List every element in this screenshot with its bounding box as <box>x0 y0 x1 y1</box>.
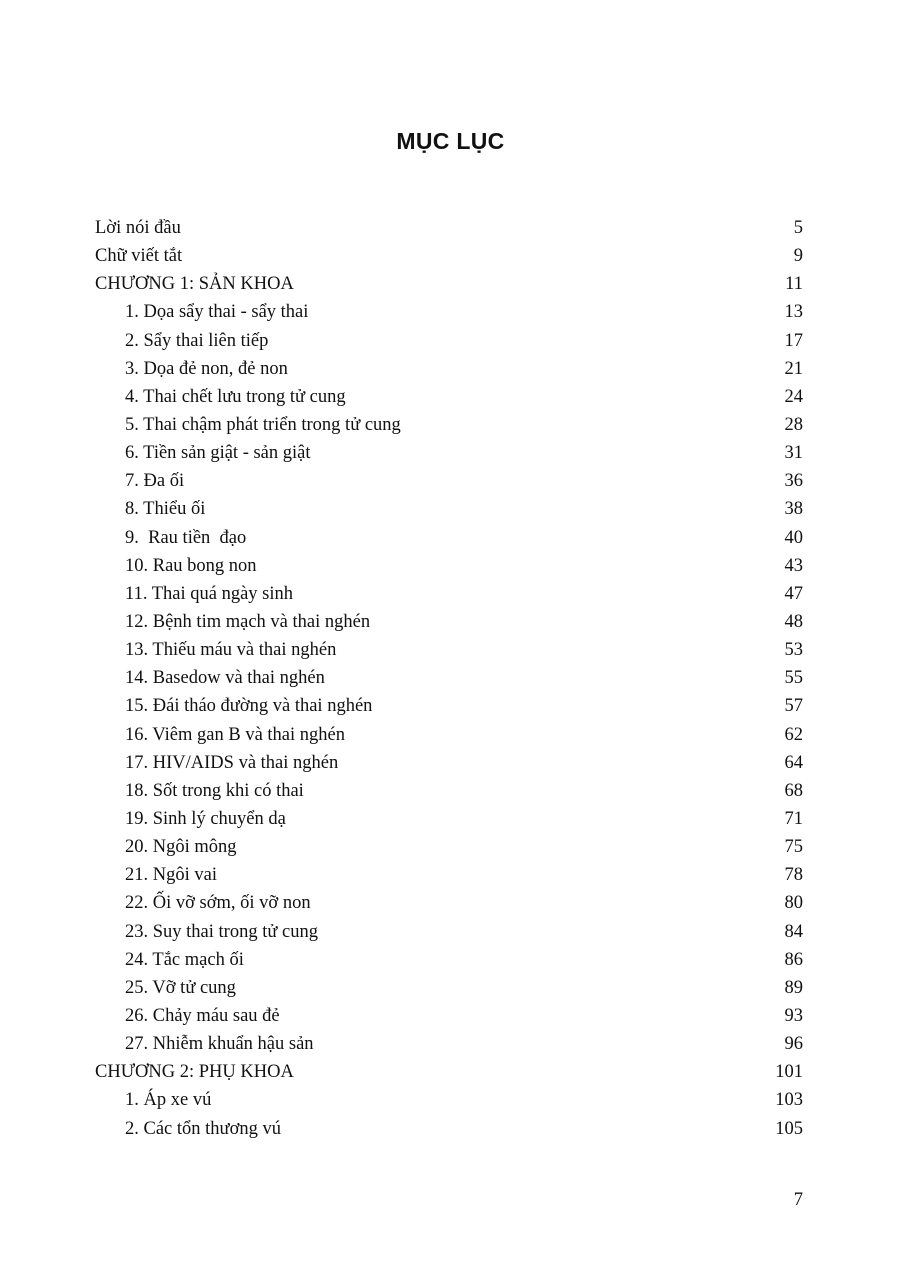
toc-entry <box>95 918 803 946</box>
toc-entry <box>95 467 803 495</box>
toc-entry <box>95 1002 803 1030</box>
toc-entry-label: 1. Áp xe vú <box>125 1090 212 1111</box>
page-number: 7 <box>793 1190 803 1210</box>
toc-entry-label: 24. Tắc mạch ối <box>125 949 244 970</box>
toc-entry <box>95 552 803 580</box>
toc-entry-page: 53 <box>784 640 803 661</box>
toc-entry-page: 17 <box>784 330 803 351</box>
toc-entry-page: 71 <box>784 808 803 829</box>
toc-entry <box>95 833 803 861</box>
toc-entry-label: 3. Dọa đẻ non, đẻ non <box>125 358 288 379</box>
toc-entry-label: 22. Ối vỡ sớm, ối vỡ non <box>125 893 311 914</box>
toc-entry-page: 96 <box>784 1034 803 1055</box>
toc-entry-page: 68 <box>784 780 803 801</box>
toc-entry-page: 101 <box>775 1062 803 1083</box>
toc-entry-label: 17. HIV/AIDS và thai nghén <box>125 752 339 773</box>
toc-entry-label: CHƯƠNG 2: PHỤ KHOA <box>95 1062 294 1083</box>
toc-entry-page: 78 <box>784 865 803 886</box>
toc-entry-label: 15. Đái tháo đường và thai nghén <box>125 696 373 717</box>
toc-entry-label: 1. Dọa sẩy thai - sẩy thai <box>125 302 309 323</box>
toc-entry-page: 93 <box>784 1005 803 1026</box>
toc-entry-label: 2. Các tổn thương vú <box>125 1118 281 1139</box>
toc-entry <box>95 805 803 833</box>
toc-entry <box>95 777 803 805</box>
page-title: MỤC LỤC <box>396 128 505 154</box>
toc-entry-label: 20. Ngôi mông <box>125 837 237 858</box>
toc-entry <box>95 1086 803 1114</box>
toc-entry-page: 11 <box>785 274 803 295</box>
toc-entry <box>95 749 803 777</box>
toc-entry <box>95 946 803 974</box>
toc-entry-label: 25. Vỡ tử cung <box>125 977 236 998</box>
toc-entry-page: 103 <box>775 1090 803 1111</box>
toc-entry-label: 2. Sẩy thai liên tiếp <box>125 330 269 351</box>
toc-entry-label: 12. Bệnh tim mạch và thai nghén <box>125 611 371 632</box>
toc-entry-label: CHƯƠNG 1: SẢN KHOA <box>95 274 294 295</box>
toc-entry-label: 21. Ngôi vai <box>125 865 217 886</box>
toc-entry-page: 64 <box>784 752 803 773</box>
toc-entry-label: 6. Tiền sản giật - sản giật <box>125 443 311 464</box>
toc-entry <box>95 721 803 749</box>
toc-entry-page: 31 <box>784 443 803 464</box>
toc-entry-label: Chữ viết tắt <box>95 246 183 267</box>
toc-entry <box>95 861 803 889</box>
toc-entry-page: 55 <box>784 668 803 689</box>
toc-entry-page: 5 <box>793 218 803 238</box>
toc-entry <box>95 974 803 1002</box>
toc-entry-page: 24 <box>784 386 803 407</box>
toc-section-entry <box>95 1058 803 1086</box>
toc-entry-page: 38 <box>784 499 803 520</box>
toc-entry-page: 43 <box>784 555 803 576</box>
toc-entry-page: 47 <box>784 583 803 604</box>
toc-entry <box>95 411 803 439</box>
toc-entry-page: 40 <box>784 527 803 548</box>
toc-entry-label: 9. Rau tiền đạo <box>125 527 247 548</box>
toc-entry-page: 89 <box>784 977 803 998</box>
toc-entry <box>95 327 803 355</box>
toc-entry <box>95 495 803 523</box>
toc-entry-label: 18. Sốt trong khi có thai <box>125 780 304 801</box>
toc-entry-label: 26. Chảy máu sau đẻ <box>125 1005 280 1026</box>
toc-entry-page: 48 <box>784 611 803 632</box>
toc-entry <box>95 889 803 917</box>
toc-entry-page: 36 <box>784 471 803 492</box>
toc-entry-label: 5. Thai chậm phát triển trong tử cung <box>125 414 401 435</box>
toc-entry <box>95 608 803 636</box>
toc-entry-label: 13. Thiếu máu và thai nghén <box>125 640 337 661</box>
toc-entry-page: 21 <box>784 358 803 379</box>
toc-entry-page: 62 <box>784 724 803 745</box>
toc-entry <box>95 524 803 552</box>
toc-entry-label: 4. Thai chết lưu trong tử cung <box>125 386 346 407</box>
toc-entry <box>95 1030 803 1058</box>
toc-entry-label: 8. Thiểu ối <box>125 499 206 520</box>
toc-entry-label: 11. Thai quá ngày sinh <box>125 583 294 604</box>
toc-entry <box>95 692 803 720</box>
toc-entry-label: 23. Suy thai trong tử cung <box>125 921 318 942</box>
toc-entry-page: 80 <box>784 893 803 914</box>
toc-entry <box>95 439 803 467</box>
toc-section-entry <box>95 214 803 242</box>
toc-entry <box>95 580 803 608</box>
toc-entry-label: 10. Rau bong non <box>125 555 257 576</box>
toc-entry-label: 16. Viêm gan B và thai nghén <box>125 724 345 745</box>
toc-entry-page: 86 <box>784 949 803 970</box>
toc-entry-label: Lời nói đầu <box>95 218 181 238</box>
toc-entry-page: 84 <box>784 921 803 942</box>
toc-entry <box>95 298 803 326</box>
toc-section-entry <box>95 242 803 270</box>
toc-entry-page: 9 <box>793 246 803 267</box>
toc-entry <box>95 664 803 692</box>
toc-entry-page: 75 <box>784 837 803 858</box>
toc-entry <box>95 383 803 411</box>
toc-entry-label: 19. Sinh lý chuyển dạ <box>125 808 286 829</box>
toc-entry <box>95 355 803 383</box>
toc-entry-label: 27. Nhiễm khuẩn hậu sản <box>125 1034 314 1055</box>
toc-entry <box>95 1115 803 1143</box>
table-of-contents <box>95 214 803 1143</box>
toc-entry-page: 105 <box>775 1118 803 1139</box>
toc-section-entry <box>95 270 803 298</box>
toc-entry <box>95 636 803 664</box>
toc-entry-label: 14. Basedow và thai nghén <box>125 668 325 689</box>
toc-entry-page: 28 <box>784 414 803 435</box>
toc-entry-page: 57 <box>784 696 803 717</box>
toc-entry-label: 7. Đa ối <box>125 471 185 492</box>
toc-entry-page: 13 <box>784 302 803 323</box>
